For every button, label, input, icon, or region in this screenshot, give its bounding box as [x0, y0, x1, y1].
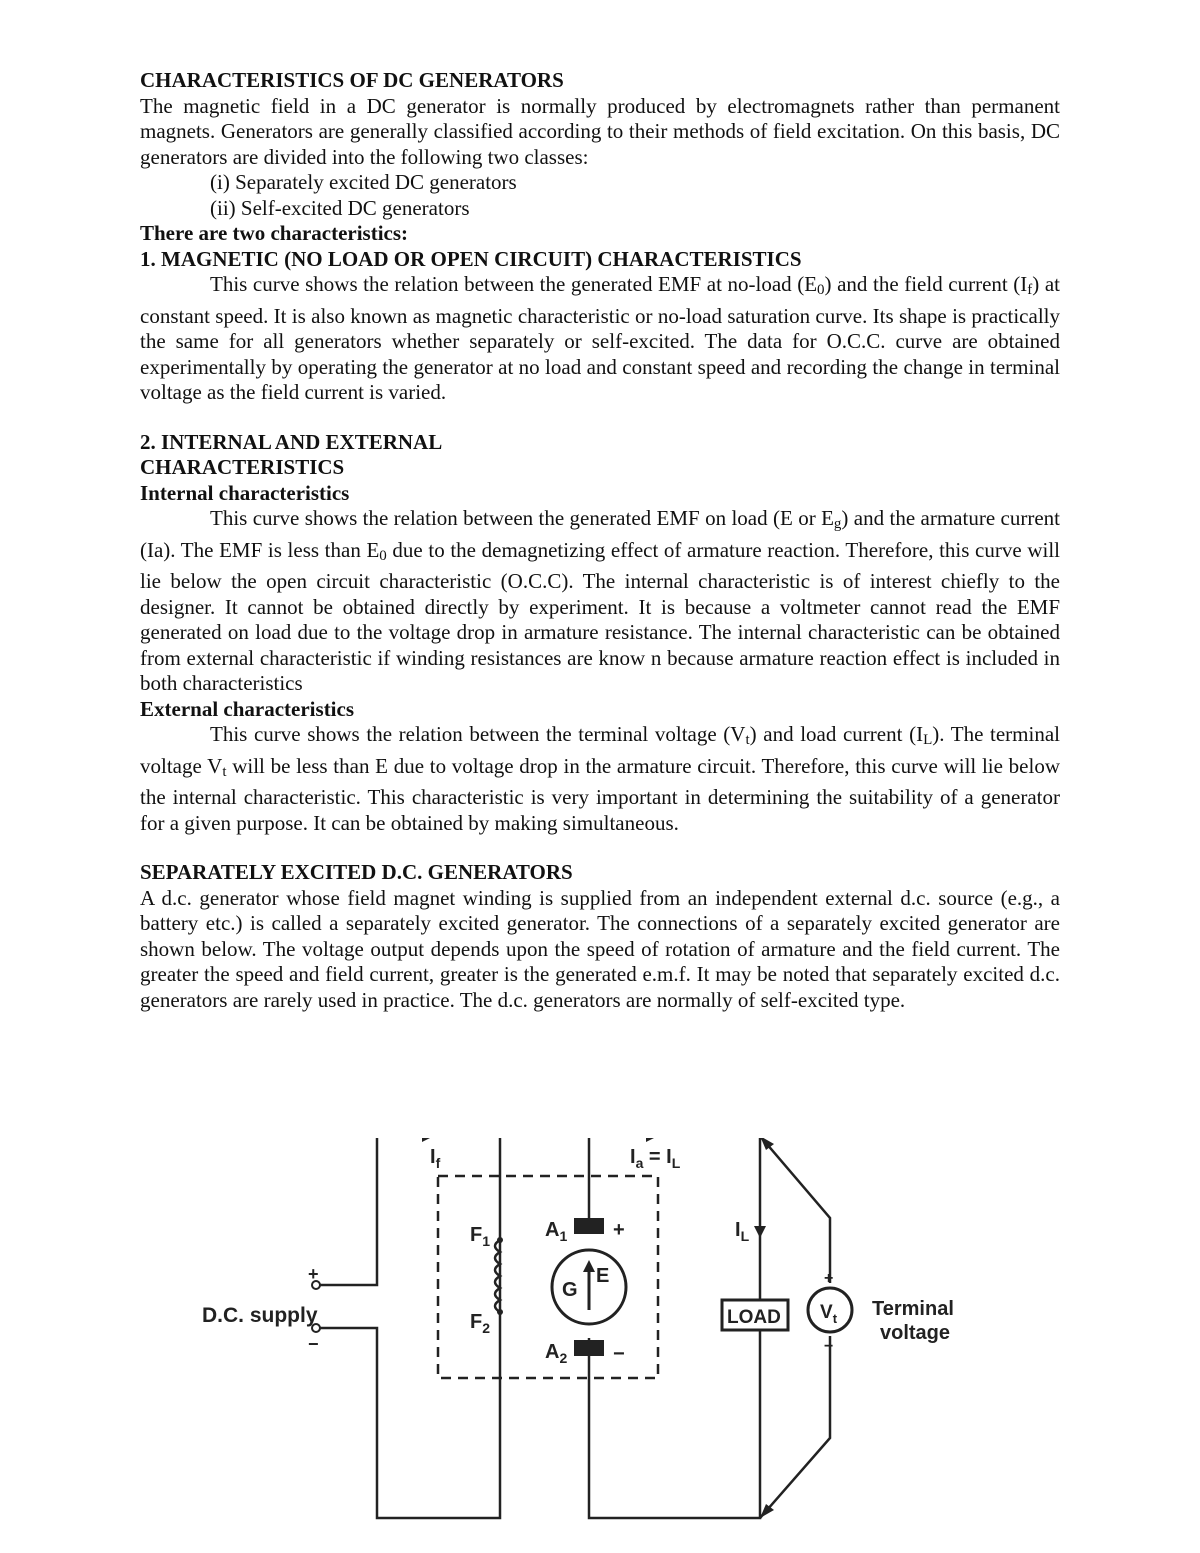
generator-g-label: G [562, 1279, 578, 1301]
voltmeter-plus-label: + [824, 1270, 834, 1287]
terminal-a1-label: $A_1$ [545, 1219, 568, 1244]
class-item-2: (ii) Self-excited DC generators [210, 195, 470, 220]
class-item-1: (i) Separately excited DC generators [210, 170, 517, 194]
internal-external-heading-1: 2. INTERNAL AND EXTERNAL [140, 429, 443, 454]
internal-heading: Internal characteristics [140, 480, 350, 505]
terminal-f1-label: $F_1$ [470, 1224, 491, 1249]
voltmeter-wire-top [760, 1138, 830, 1283]
internal-external-heading-2: CHARACTERISTICS [140, 455, 345, 479]
internal-paragraph: This curve shows the relation between the generated EMF on load (E or $E_g$) and the armature current (Ia). The EMF is less than $E_0$ due to the demagnetizing effect of armature reaction. Therefore, this curve will lie below the open circuit characteristic (O.C.C). The internal characteristic is of interest chiefly to the designer. It cannot be obtained directly by experiment. It is because a voltmeter cannot read the EMF generated on load due to the voltage drop in armature resistance. The internal characteristic can be obtained from external characteristic if winding resistances are know n because armature reaction effect is included in both characteristics [140, 506, 1060, 695]
field-current-arrow [422, 1138, 434, 1142]
armature-current-arrow [646, 1138, 658, 1142]
supply-minus-label: − [308, 1334, 319, 1354]
terminal-f2-label: $F_2$ [470, 1311, 491, 1336]
load-current-label: $I_L$ [735, 1219, 750, 1244]
two-characteristics-heading: There are two characteristics: [140, 221, 409, 245]
dc-supply-label: D.C. supply [202, 1304, 318, 1327]
terminal-voltage-label-2: voltage [880, 1322, 951, 1344]
voltmeter-wire-bottom [760, 1336, 830, 1518]
external-heading: External characteristics [140, 696, 355, 721]
armature-minus-label: − [613, 1343, 625, 1365]
armature-plus-label: + [613, 1219, 625, 1241]
load-current-arrow [754, 1226, 766, 1238]
brush-a2 [574, 1340, 604, 1356]
supply-plus-label: + [308, 1264, 319, 1284]
page-title: CHARACTERISTICS OF DC GENERATORS [140, 68, 564, 92]
terminal-voltage-label-1: Terminal [872, 1298, 954, 1320]
separately-excited-heading: SEPARATELY EXCITED D.C. GENERATORS [140, 860, 573, 884]
separately-excited-paragraph: A d.c. generator whose field magnet winding is supplied from an independent external d.c. source (e.g., a battery etc.) is called a separately excited generator. The connections of a separately excited generator are shown below. The voltage output depends upon the speed of rotation of armature and the field current. The greater the speed and field current, greater is the generated e.m.f. It may be noted that separately excited d.c. generators are rarely used in practice. The d.c. generators are normally of self-excited type. [140, 885, 1060, 1012]
external-paragraph: This curve shows the relation between the terminal voltage $(V_t)$ and load current $(I_L)$. The terminal voltage $V_t$ will be less than E due to voltage drop in the armature circuit. Therefore, this curve will lie below the internal characteristic. This characteristic is very important in determining the suitability of a generator for a given purpose. It can be obtained by making simultaneous. [140, 722, 1060, 835]
voltmeter-label: $V_t$ [820, 1302, 838, 1326]
voltmeter-minus-label: − [824, 1338, 834, 1355]
brush-a1 [574, 1218, 604, 1234]
separately-excited-circuit-diagram [190, 1138, 970, 1523]
generator-e-label: E [596, 1265, 610, 1287]
magnetic-heading: 1. MAGNETIC (NO LOAD OR OPEN CIRCUIT) CHARACTERISTICS [140, 246, 802, 271]
load-label: LOAD [727, 1307, 781, 1328]
document-page [140, 68, 1060, 1013]
terminal-a2-label: $A_2$ [545, 1341, 568, 1366]
magnetic-paragraph: This curve shows the relation between the generated EMF at no-load $(E_0)$ and the field current $(I_f)$ at constant speed. It is also known as magnetic characteristic or no-load saturation curve. Its shape is practically the same for all generators whether separately or self-excited. The data for O.C.C. curve are obtained experimentally by operating the generator at no load and constant speed and recording the change in terminal voltage as the field current is varied. [140, 272, 1060, 404]
field-coil [495, 1240, 500, 1312]
armature-current-label: $I_a = I_L$ [630, 1146, 681, 1171]
intro-paragraph: The magnetic field in a DC generator is normally produced by electromagnets rather than permanent magnets. Generators are generally classified according to their methods of field excitation. On this basis, DC generators are divided into the following two classes: [140, 93, 1060, 169]
field-current-label: $I_f$ [430, 1146, 441, 1171]
